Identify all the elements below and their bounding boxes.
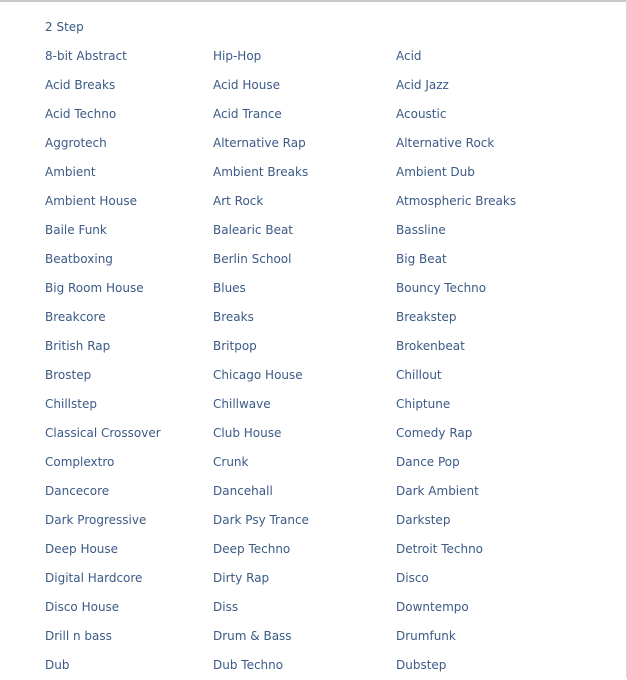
- genre-row: [45, 564, 605, 593]
- genre-link[interactable]: Dark Psy Trance: [213, 513, 309, 527]
- genre-link[interactable]: Complextro: [45, 455, 115, 469]
- genre-link[interactable]: Aggrotech: [45, 136, 107, 150]
- genre-row: [45, 361, 605, 390]
- genre-link[interactable]: Dancehall: [213, 484, 273, 498]
- genre-link[interactable]: Balearic Beat: [213, 223, 294, 237]
- genre-link[interactable]: Chiptune: [396, 397, 451, 411]
- genre-link[interactable]: Baile Funk: [45, 223, 107, 237]
- genre-row: [45, 448, 605, 477]
- genre-row: [45, 42, 605, 71]
- genre-row: [45, 506, 605, 535]
- genre-link[interactable]: British Rap: [45, 339, 111, 353]
- genre-link[interactable]: Deep Techno: [213, 542, 291, 556]
- genre-link[interactable]: Acid: [396, 49, 422, 63]
- genre-link[interactable]: Downtempo: [396, 600, 469, 614]
- genre-link[interactable]: Big Beat: [396, 252, 447, 266]
- genre-link[interactable]: Acid Techno: [45, 107, 117, 121]
- genre-link[interactable]: Crunk: [213, 455, 249, 469]
- genre-link[interactable]: Drum & Bass: [213, 629, 292, 643]
- genre-link[interactable]: Ambient Dub: [396, 165, 475, 179]
- genre-link[interactable]: Detroit Techno: [396, 542, 484, 556]
- genre-link[interactable]: Classical Crossover: [45, 426, 161, 440]
- genre-link[interactable]: 2 Step: [45, 20, 84, 34]
- genre-row: [45, 100, 605, 129]
- genre-link[interactable]: Brokenbeat: [396, 339, 465, 353]
- genre-link[interactable]: Breakcore: [45, 310, 106, 324]
- genre-link[interactable]: Bassline: [396, 223, 446, 237]
- genre-link[interactable]: Digital Hardcore: [45, 571, 143, 585]
- genre-row: [45, 71, 605, 100]
- genre-link[interactable]: Drill n bass: [45, 629, 112, 643]
- genre-row: [45, 477, 605, 506]
- genre-link[interactable]: Chillstep: [45, 397, 97, 411]
- genre-link[interactable]: Dark Progressive: [45, 513, 147, 527]
- genre-link[interactable]: Big Room House: [45, 281, 144, 295]
- genre-row: [45, 535, 605, 564]
- genre-row: [45, 593, 605, 622]
- genre-link[interactable]: Britpop: [213, 339, 257, 353]
- genre-row: [45, 419, 605, 448]
- genre-link[interactable]: Berlin School: [213, 252, 292, 266]
- genre-link[interactable]: Hip-Hop: [213, 49, 262, 63]
- genre-link[interactable]: Dance Pop: [396, 455, 460, 469]
- genre-link[interactable]: Chillwave: [213, 397, 271, 411]
- genre-row: [45, 187, 605, 216]
- genre-link[interactable]: Acid House: [213, 78, 280, 92]
- genre-link[interactable]: Dancecore: [45, 484, 110, 498]
- genre-link[interactable]: Acoustic: [396, 107, 447, 121]
- genre-link[interactable]: Dubstep: [396, 658, 447, 672]
- genre-link[interactable]: Blues: [213, 281, 246, 295]
- genre-link[interactable]: Breaks: [213, 310, 254, 324]
- genre-row: [45, 158, 605, 187]
- genre-link[interactable]: Dub: [45, 658, 70, 672]
- top-divider: [0, 0, 627, 2]
- genre-link[interactable]: Disco: [396, 571, 429, 585]
- genre-row: [45, 129, 605, 158]
- genre-link[interactable]: Ambient: [45, 165, 96, 179]
- genre-link[interactable]: Dark Ambient: [396, 484, 479, 498]
- genre-link[interactable]: Art Rock: [213, 194, 264, 208]
- genre-row: [45, 390, 605, 419]
- genre-link[interactable]: Darkstep: [396, 513, 451, 527]
- genre-link[interactable]: Deep House: [45, 542, 119, 556]
- genre-link[interactable]: Acid Breaks: [45, 78, 116, 92]
- genre-row: [45, 13, 605, 42]
- genre-link[interactable]: Alternative Rock: [396, 136, 495, 150]
- genre-link[interactable]: Bouncy Techno: [396, 281, 487, 295]
- genre-row: [45, 274, 605, 303]
- genre-row: [45, 622, 605, 651]
- genre-link[interactable]: Brostep: [45, 368, 92, 382]
- genre-link[interactable]: Club House: [213, 426, 282, 440]
- genre-link[interactable]: 8-bit Abstract: [45, 49, 127, 63]
- genre-link[interactable]: Dub Techno: [213, 658, 284, 672]
- genre-row: [45, 651, 605, 680]
- genre-link[interactable]: Comedy Rap: [396, 426, 473, 440]
- genre-list: [45, 13, 605, 680]
- genre-link[interactable]: Disco House: [45, 600, 120, 614]
- genre-link[interactable]: Acid Trance: [213, 107, 282, 121]
- genre-link[interactable]: Ambient Breaks: [213, 165, 309, 179]
- genre-link[interactable]: Diss: [213, 600, 239, 614]
- genre-link[interactable]: Beatboxing: [45, 252, 113, 266]
- genre-link[interactable]: Dirty Rap: [213, 571, 270, 585]
- genre-link[interactable]: Breakstep: [396, 310, 457, 324]
- genre-row: [45, 245, 605, 274]
- genre-link[interactable]: Chillout: [396, 368, 442, 382]
- genre-link[interactable]: Acid Jazz: [396, 78, 449, 92]
- genre-link[interactable]: Drumfunk: [396, 629, 456, 643]
- genre-row: [45, 332, 605, 361]
- genre-link[interactable]: Chicago House: [213, 368, 303, 382]
- genre-row: [45, 303, 605, 332]
- genre-link[interactable]: Alternative Rap: [213, 136, 306, 150]
- genre-link[interactable]: Ambient House: [45, 194, 137, 208]
- genre-link[interactable]: Atmospheric Breaks: [396, 194, 517, 208]
- genre-row: [45, 216, 605, 245]
